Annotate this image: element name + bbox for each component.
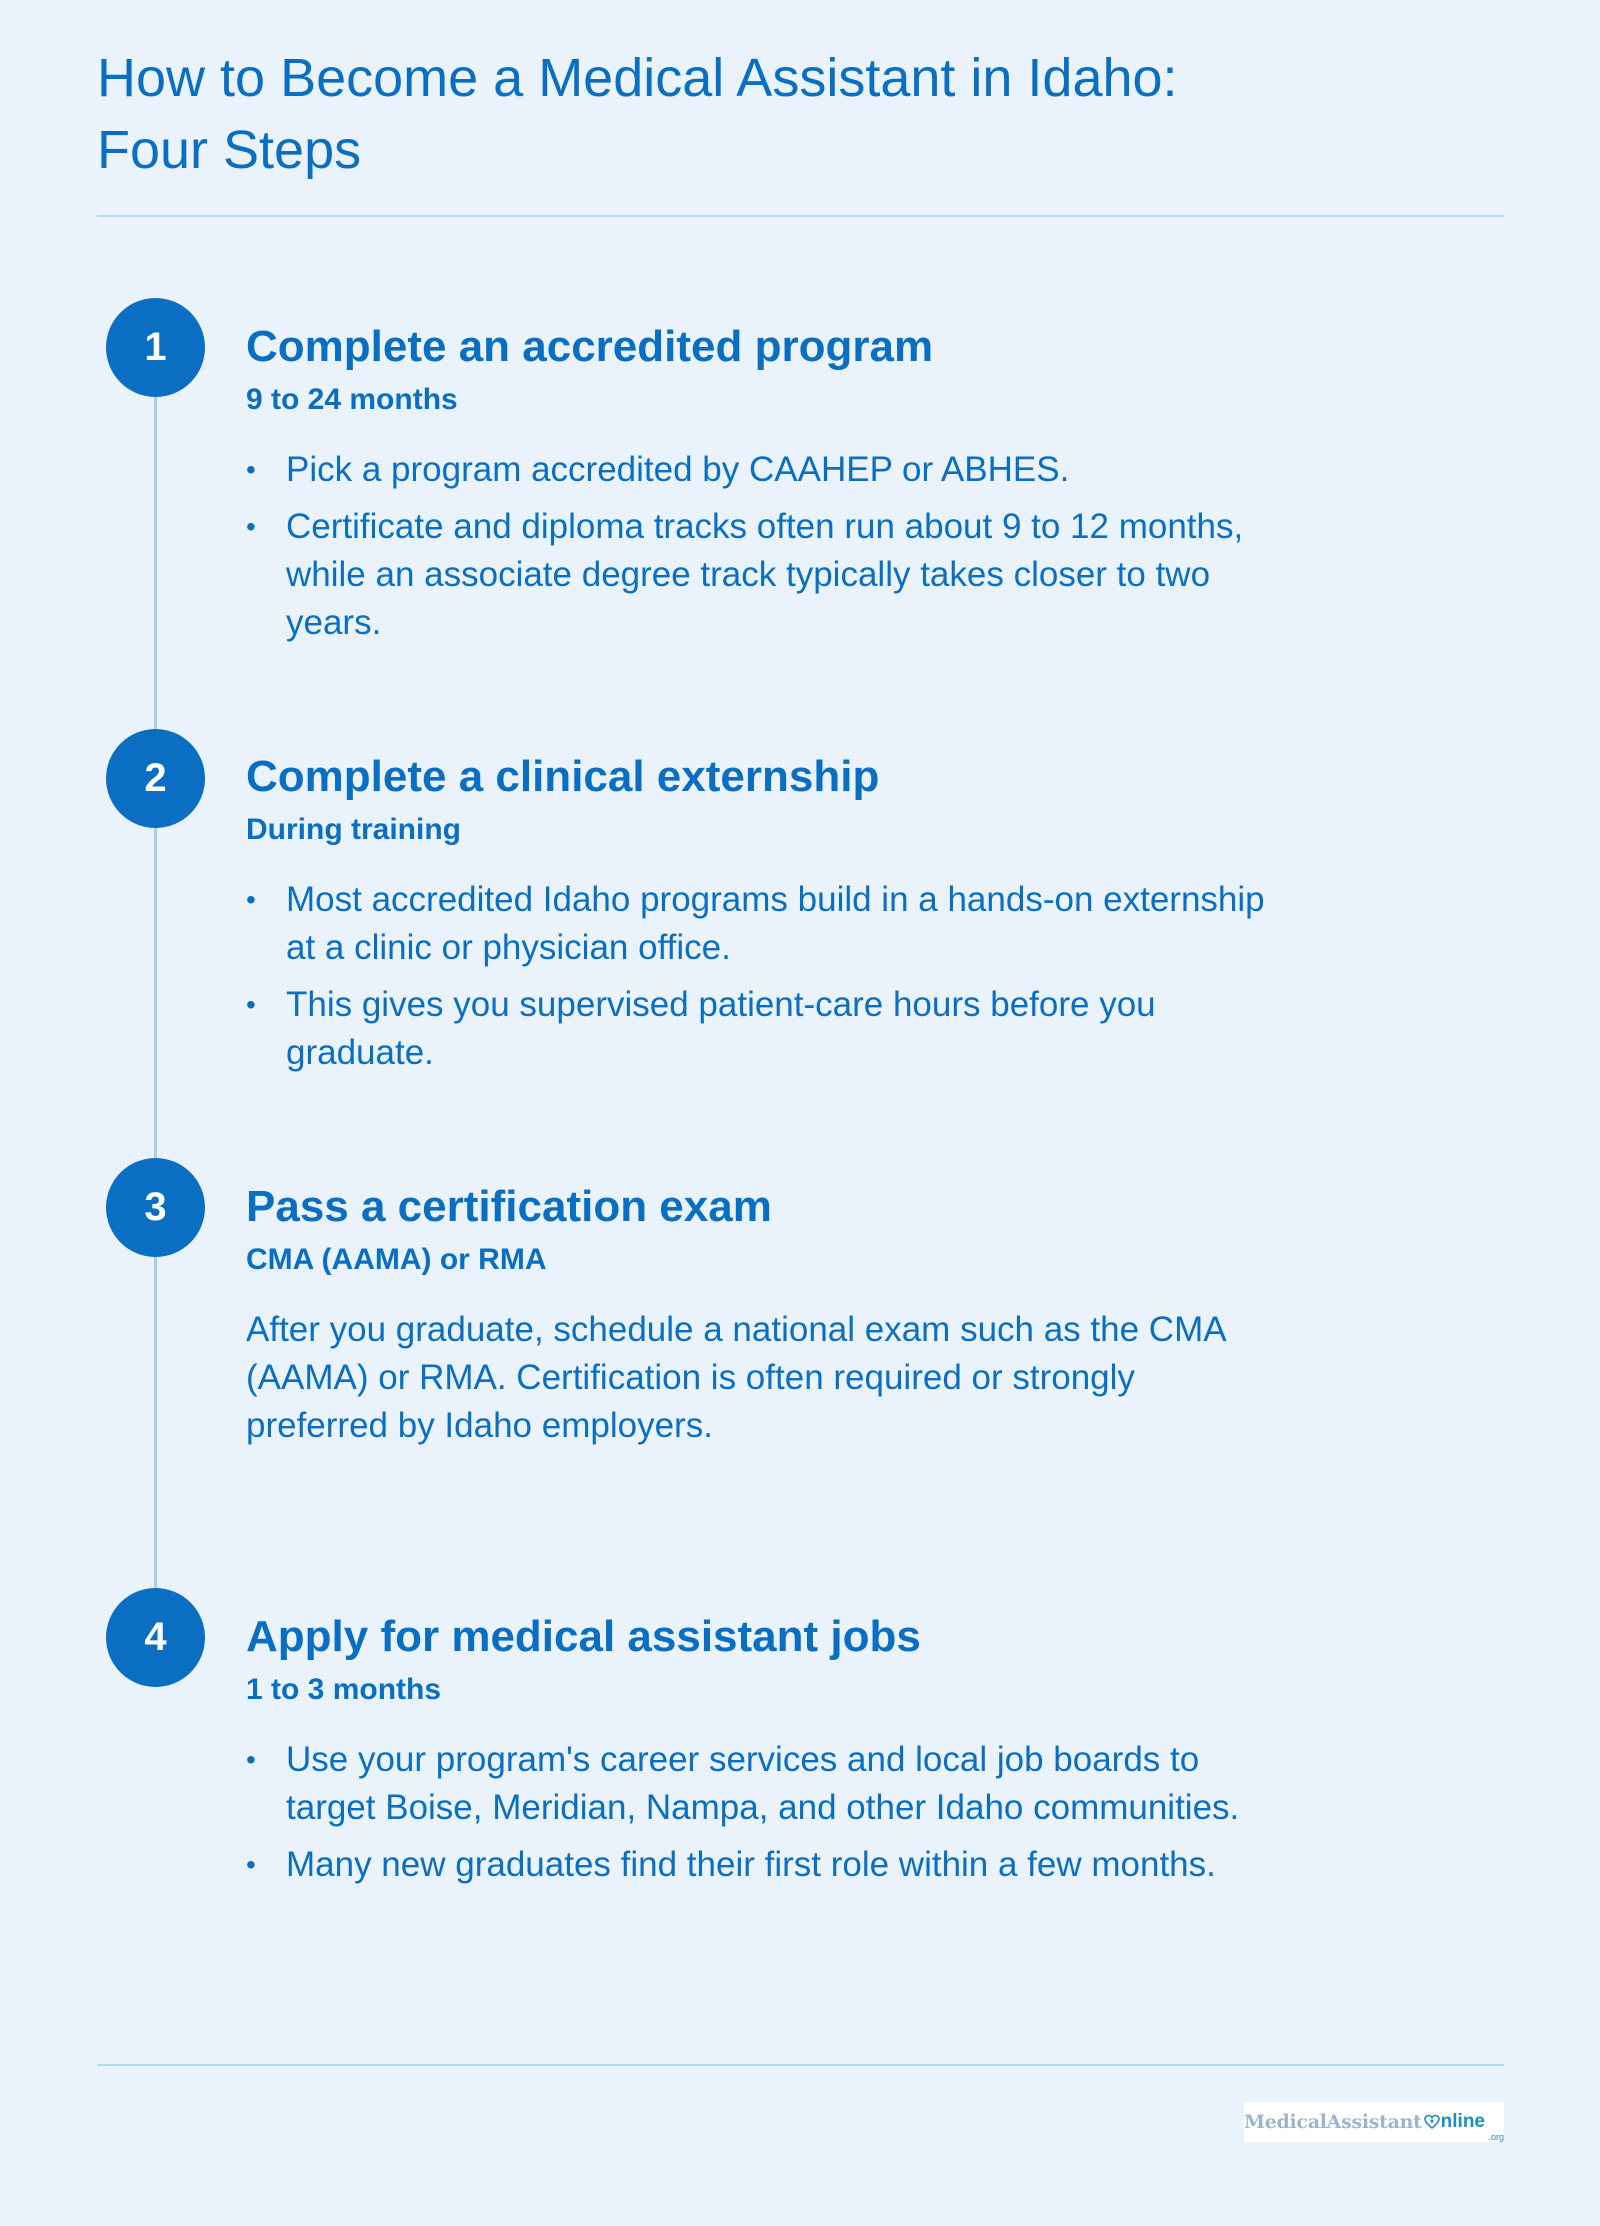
step-2-number-badge bbox=[106, 729, 205, 828]
bullet-icon: • bbox=[246, 989, 256, 1020]
step-3-number: 3 bbox=[144, 1185, 167, 1229]
step-2-number: 2 bbox=[144, 756, 167, 800]
list-item bbox=[246, 446, 1266, 494]
step-1-number: 1 bbox=[144, 325, 167, 369]
timeline-line bbox=[154, 350, 157, 1640]
logo-text-secondary: nline bbox=[1440, 2111, 1485, 2132]
list-item-text: Many new graduates find their first role within a few months. bbox=[286, 1845, 1216, 1884]
step-3 bbox=[246, 1180, 1266, 1450]
list-item bbox=[246, 1841, 1266, 1889]
bullet-icon: • bbox=[246, 884, 256, 915]
bullet-icon: • bbox=[246, 454, 256, 485]
list-item bbox=[246, 503, 1266, 647]
step-2-title: Complete a clinical externship bbox=[246, 752, 880, 801]
step-4-duration: 1 to 3 months bbox=[246, 1673, 442, 1706]
list-item-text: Pick a program accredited by CAAHEP or ABHES. bbox=[286, 450, 1070, 489]
bullet-icon: • bbox=[246, 511, 256, 542]
step-2-duration: During training bbox=[246, 813, 461, 846]
step-1 bbox=[246, 320, 1266, 656]
list-item-text: This gives you supervised patient-care hours before you graduate. bbox=[286, 985, 1156, 1072]
step-4-title: Apply for medical assistant jobs bbox=[246, 1612, 921, 1661]
step-4-bullets bbox=[246, 1736, 1266, 1889]
heart-stethoscope-icon bbox=[1424, 2114, 1440, 2130]
step-4-number: 4 bbox=[144, 1615, 167, 1659]
step-2 bbox=[246, 750, 1266, 1086]
step-4 bbox=[246, 1610, 1266, 1898]
step-3-description: After you graduate, schedule a national exam such as the CMA (AAMA) or RMA. Certification is often required or strongly preferred by Idaho employers. bbox=[246, 1310, 1225, 1445]
top-divider bbox=[97, 215, 1504, 217]
list-item-text: Certificate and diploma tracks often run about 9 to 12 months, while an associate degree track typically takes closer to two years. bbox=[286, 507, 1244, 642]
step-4-number-badge bbox=[106, 1588, 205, 1687]
bullet-icon: • bbox=[246, 1849, 256, 1880]
list-item bbox=[246, 876, 1266, 972]
list-item bbox=[246, 981, 1266, 1077]
bottom-divider bbox=[97, 2064, 1504, 2066]
step-3-title: Pass a certification exam bbox=[246, 1182, 772, 1231]
bullet-icon: • bbox=[246, 1744, 256, 1775]
page-title bbox=[97, 42, 1497, 186]
step-3-number-badge bbox=[106, 1158, 205, 1257]
step-3-exam-options: CMA (AAMA) or RMA bbox=[246, 1243, 547, 1276]
step-1-duration: 9 to 24 months bbox=[246, 383, 458, 416]
step-1-bullets bbox=[246, 446, 1266, 647]
list-item bbox=[246, 1736, 1266, 1832]
step-1-title: Complete an accredited program bbox=[246, 322, 934, 371]
step-1-number-badge bbox=[106, 298, 205, 397]
page-title-line-1: How to Become a Medical Assistant in Idaho: bbox=[97, 48, 1178, 108]
site-logo[interactable] bbox=[1244, 2102, 1504, 2142]
logo-text-primary: MedicalAssistant bbox=[1244, 2111, 1422, 2133]
list-item-text: Most accredited Idaho programs build in a hands-on externship at a clinic or physician office. bbox=[286, 880, 1265, 967]
logo-domain-suffix: .org bbox=[1488, 2132, 1504, 2142]
step-2-bullets bbox=[246, 876, 1266, 1077]
page-title-line-2: Four Steps bbox=[97, 120, 362, 180]
list-item-text: Use your program's career services and local job boards to target Boise, Meridian, Nampa, and other Idaho communities. bbox=[286, 1740, 1240, 1827]
